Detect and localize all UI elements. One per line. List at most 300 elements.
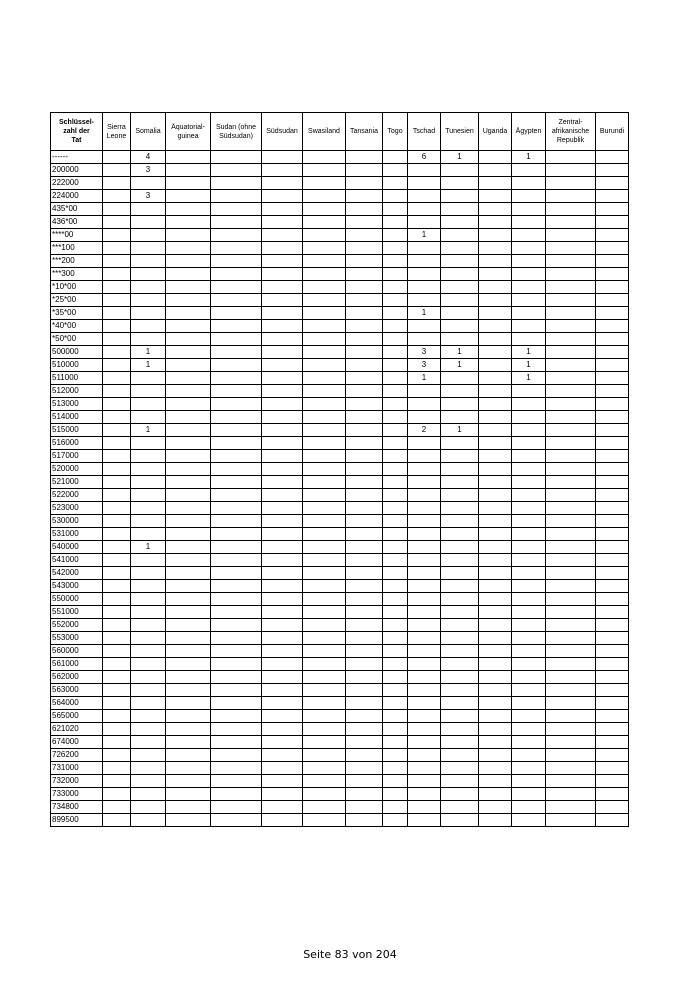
count-cell bbox=[512, 658, 546, 671]
offense-key-cell: 510000 bbox=[51, 359, 103, 372]
count-cell bbox=[596, 658, 629, 671]
count-cell bbox=[166, 697, 211, 710]
count-cell bbox=[103, 450, 131, 463]
count-cell bbox=[383, 515, 408, 528]
count-cell bbox=[383, 190, 408, 203]
count-cell bbox=[131, 801, 166, 814]
offense-key-cell: 734800 bbox=[51, 801, 103, 814]
count-cell bbox=[103, 593, 131, 606]
count-cell bbox=[303, 801, 346, 814]
count-cell bbox=[479, 385, 512, 398]
count-cell bbox=[512, 762, 546, 775]
offense-key-cell: 436*00 bbox=[51, 216, 103, 229]
count-cell bbox=[383, 216, 408, 229]
table-row bbox=[51, 528, 629, 541]
count-cell bbox=[383, 489, 408, 502]
count-cell: 3 bbox=[408, 359, 441, 372]
count-cell bbox=[383, 736, 408, 749]
count-cell bbox=[166, 255, 211, 268]
table-row bbox=[51, 294, 629, 307]
count-cell bbox=[346, 177, 383, 190]
count-cell bbox=[211, 164, 262, 177]
count-cell bbox=[262, 619, 303, 632]
count-cell bbox=[166, 294, 211, 307]
count-cell bbox=[546, 684, 596, 697]
count-cell bbox=[303, 554, 346, 567]
count-cell bbox=[211, 229, 262, 242]
count-cell bbox=[346, 229, 383, 242]
count-cell bbox=[408, 775, 441, 788]
count-cell: 1 bbox=[131, 424, 166, 437]
offense-key-cell: 530000 bbox=[51, 515, 103, 528]
count-cell: 1 bbox=[131, 541, 166, 554]
count-cell bbox=[131, 710, 166, 723]
count-cell bbox=[166, 229, 211, 242]
header-country: Zentral- afrikanische Republik bbox=[546, 113, 596, 151]
count-cell bbox=[512, 515, 546, 528]
count-cell bbox=[546, 658, 596, 671]
count-cell bbox=[211, 463, 262, 476]
count-cell bbox=[383, 476, 408, 489]
count-cell bbox=[131, 203, 166, 216]
offense-key-cell: 520000 bbox=[51, 463, 103, 476]
count-cell bbox=[546, 697, 596, 710]
count-cell: 1 bbox=[408, 307, 441, 320]
count-cell bbox=[303, 463, 346, 476]
count-cell bbox=[211, 554, 262, 567]
count-cell bbox=[211, 333, 262, 346]
count-cell bbox=[479, 580, 512, 593]
count-cell bbox=[166, 580, 211, 593]
table-row bbox=[51, 645, 629, 658]
offense-key-cell: ***100 bbox=[51, 242, 103, 255]
count-cell bbox=[512, 489, 546, 502]
count-cell bbox=[303, 411, 346, 424]
count-cell bbox=[166, 515, 211, 528]
count-cell bbox=[479, 255, 512, 268]
count-cell bbox=[596, 437, 629, 450]
count-cell bbox=[346, 580, 383, 593]
count-cell bbox=[166, 606, 211, 619]
count-cell bbox=[262, 294, 303, 307]
count-cell bbox=[262, 541, 303, 554]
count-cell bbox=[303, 606, 346, 619]
count-cell bbox=[596, 788, 629, 801]
count-cell bbox=[131, 762, 166, 775]
count-cell bbox=[303, 294, 346, 307]
count-cell bbox=[596, 736, 629, 749]
table-row bbox=[51, 346, 629, 359]
count-cell bbox=[596, 294, 629, 307]
table-row bbox=[51, 814, 629, 827]
count-cell bbox=[131, 723, 166, 736]
count-cell bbox=[303, 632, 346, 645]
count-cell bbox=[131, 489, 166, 502]
count-cell bbox=[346, 242, 383, 255]
count-cell bbox=[596, 528, 629, 541]
count-cell bbox=[346, 372, 383, 385]
count-cell bbox=[479, 749, 512, 762]
count-cell bbox=[408, 164, 441, 177]
count-cell bbox=[262, 242, 303, 255]
count-cell bbox=[479, 788, 512, 801]
count-cell bbox=[103, 736, 131, 749]
count-cell bbox=[346, 489, 383, 502]
count-cell bbox=[546, 749, 596, 762]
count-cell bbox=[596, 567, 629, 580]
count-cell bbox=[103, 697, 131, 710]
header-country: Somalia bbox=[131, 113, 166, 151]
count-cell bbox=[211, 398, 262, 411]
count-cell bbox=[103, 788, 131, 801]
count-cell bbox=[596, 151, 629, 164]
count-cell bbox=[596, 385, 629, 398]
count-cell bbox=[441, 814, 479, 827]
count-cell bbox=[346, 528, 383, 541]
count-cell bbox=[346, 658, 383, 671]
table-row bbox=[51, 775, 629, 788]
count-cell bbox=[262, 216, 303, 229]
count-cell bbox=[166, 554, 211, 567]
count-cell bbox=[512, 177, 546, 190]
count-cell bbox=[346, 307, 383, 320]
count-cell bbox=[211, 749, 262, 762]
count-cell bbox=[262, 775, 303, 788]
count-cell bbox=[546, 619, 596, 632]
count-cell bbox=[441, 489, 479, 502]
count-cell bbox=[166, 411, 211, 424]
count-cell bbox=[131, 294, 166, 307]
count-cell bbox=[262, 671, 303, 684]
count-cell bbox=[546, 801, 596, 814]
count-cell bbox=[131, 411, 166, 424]
offense-key-cell: 521000 bbox=[51, 476, 103, 489]
count-cell bbox=[512, 619, 546, 632]
count-cell bbox=[546, 762, 596, 775]
count-cell bbox=[346, 775, 383, 788]
count-cell bbox=[596, 775, 629, 788]
table-row bbox=[51, 606, 629, 619]
count-cell bbox=[479, 333, 512, 346]
count-cell bbox=[303, 216, 346, 229]
count-cell bbox=[383, 307, 408, 320]
offense-key-cell: 514000 bbox=[51, 411, 103, 424]
count-cell bbox=[346, 710, 383, 723]
count-cell bbox=[131, 684, 166, 697]
count-cell bbox=[441, 281, 479, 294]
count-cell bbox=[103, 411, 131, 424]
table-row bbox=[51, 788, 629, 801]
count-cell bbox=[546, 216, 596, 229]
count-cell bbox=[131, 775, 166, 788]
count-cell bbox=[262, 164, 303, 177]
count-cell bbox=[131, 736, 166, 749]
count-cell bbox=[546, 580, 596, 593]
count-cell bbox=[211, 359, 262, 372]
count-cell bbox=[408, 762, 441, 775]
table-row bbox=[51, 749, 629, 762]
count-cell bbox=[103, 346, 131, 359]
count-cell bbox=[262, 788, 303, 801]
count-cell bbox=[383, 268, 408, 281]
count-cell bbox=[166, 814, 211, 827]
offense-key-cell: *50*00 bbox=[51, 333, 103, 346]
count-cell bbox=[211, 580, 262, 593]
count-cell bbox=[211, 632, 262, 645]
offense-key-cell: 551000 bbox=[51, 606, 103, 619]
offense-key-cell: 523000 bbox=[51, 502, 103, 515]
table-row bbox=[51, 450, 629, 463]
count-cell bbox=[103, 398, 131, 411]
count-cell bbox=[479, 242, 512, 255]
count-cell bbox=[303, 476, 346, 489]
table-row bbox=[51, 580, 629, 593]
offense-key-cell: ***300 bbox=[51, 268, 103, 281]
count-cell bbox=[383, 333, 408, 346]
count-cell bbox=[596, 164, 629, 177]
offense-key-cell: ***200 bbox=[51, 255, 103, 268]
count-cell bbox=[546, 333, 596, 346]
count-cell bbox=[546, 489, 596, 502]
count-cell bbox=[546, 424, 596, 437]
count-cell bbox=[131, 528, 166, 541]
count-cell bbox=[131, 450, 166, 463]
count-cell bbox=[211, 541, 262, 554]
offense-key-cell: 513000 bbox=[51, 398, 103, 411]
count-cell bbox=[303, 723, 346, 736]
count-cell bbox=[166, 398, 211, 411]
count-cell bbox=[211, 307, 262, 320]
count-cell bbox=[441, 450, 479, 463]
count-cell bbox=[346, 476, 383, 489]
count-cell bbox=[131, 567, 166, 580]
count-cell bbox=[512, 749, 546, 762]
count-cell bbox=[596, 710, 629, 723]
table-row bbox=[51, 567, 629, 580]
count-cell bbox=[546, 372, 596, 385]
count-cell bbox=[303, 450, 346, 463]
count-cell bbox=[303, 346, 346, 359]
count-cell bbox=[479, 775, 512, 788]
table-row bbox=[51, 489, 629, 502]
count-cell bbox=[166, 203, 211, 216]
offense-key-cell: *25*00 bbox=[51, 294, 103, 307]
count-cell bbox=[441, 645, 479, 658]
count-cell bbox=[262, 814, 303, 827]
count-cell bbox=[441, 398, 479, 411]
count-cell bbox=[383, 801, 408, 814]
count-cell bbox=[211, 411, 262, 424]
count-cell bbox=[166, 632, 211, 645]
count-cell bbox=[262, 762, 303, 775]
count-cell bbox=[303, 502, 346, 515]
count-cell bbox=[262, 372, 303, 385]
table-row bbox=[51, 723, 629, 736]
count-cell bbox=[303, 177, 346, 190]
count-cell bbox=[383, 814, 408, 827]
count-cell bbox=[546, 177, 596, 190]
count-cell bbox=[303, 671, 346, 684]
count-cell: 1 bbox=[131, 346, 166, 359]
count-cell bbox=[383, 294, 408, 307]
count-cell bbox=[131, 619, 166, 632]
table-row bbox=[51, 632, 629, 645]
count-cell bbox=[383, 684, 408, 697]
count-cell bbox=[103, 814, 131, 827]
count-cell bbox=[479, 645, 512, 658]
count-cell bbox=[303, 424, 346, 437]
count-cell bbox=[512, 476, 546, 489]
count-cell bbox=[262, 801, 303, 814]
count-cell bbox=[346, 515, 383, 528]
count-cell bbox=[103, 632, 131, 645]
offense-key-cell: 733000 bbox=[51, 788, 103, 801]
count-cell bbox=[262, 684, 303, 697]
count-cell bbox=[262, 736, 303, 749]
table-row bbox=[51, 333, 629, 346]
count-cell bbox=[103, 775, 131, 788]
count-cell bbox=[383, 749, 408, 762]
count-cell bbox=[596, 723, 629, 736]
count-cell: 6 bbox=[408, 151, 441, 164]
count-cell bbox=[408, 541, 441, 554]
count-cell bbox=[131, 437, 166, 450]
count-cell bbox=[303, 190, 346, 203]
count-cell bbox=[546, 710, 596, 723]
count-cell bbox=[166, 281, 211, 294]
count-cell bbox=[262, 749, 303, 762]
header-country: Südsudan bbox=[262, 113, 303, 151]
count-cell bbox=[383, 281, 408, 294]
count-cell bbox=[408, 177, 441, 190]
count-cell bbox=[131, 502, 166, 515]
offense-key-cell: 542000 bbox=[51, 567, 103, 580]
count-cell bbox=[441, 255, 479, 268]
count-cell bbox=[346, 567, 383, 580]
count-cell bbox=[408, 450, 441, 463]
count-cell bbox=[383, 203, 408, 216]
count-cell bbox=[346, 736, 383, 749]
count-cell bbox=[596, 801, 629, 814]
count-cell bbox=[383, 346, 408, 359]
table-header-row bbox=[51, 113, 629, 151]
count-cell bbox=[596, 346, 629, 359]
count-cell bbox=[303, 372, 346, 385]
count-cell bbox=[512, 580, 546, 593]
count-cell bbox=[103, 671, 131, 684]
count-cell bbox=[546, 151, 596, 164]
offense-key-cell: 531000 bbox=[51, 528, 103, 541]
count-cell bbox=[262, 281, 303, 294]
count-cell bbox=[346, 346, 383, 359]
table-row bbox=[51, 437, 629, 450]
count-cell bbox=[346, 281, 383, 294]
count-cell bbox=[441, 385, 479, 398]
count-cell bbox=[166, 710, 211, 723]
count-cell bbox=[408, 788, 441, 801]
table-row bbox=[51, 255, 629, 268]
count-cell bbox=[166, 359, 211, 372]
count-cell bbox=[383, 710, 408, 723]
count-cell bbox=[103, 476, 131, 489]
count-cell bbox=[408, 333, 441, 346]
table-row bbox=[51, 268, 629, 281]
count-cell bbox=[346, 593, 383, 606]
count-cell bbox=[166, 476, 211, 489]
count-cell bbox=[103, 541, 131, 554]
count-cell bbox=[479, 762, 512, 775]
count-cell bbox=[546, 385, 596, 398]
count-cell bbox=[441, 606, 479, 619]
count-cell bbox=[479, 177, 512, 190]
count-cell bbox=[346, 502, 383, 515]
count-cell bbox=[441, 632, 479, 645]
count-cell: 1 bbox=[441, 424, 479, 437]
count-cell bbox=[131, 463, 166, 476]
count-cell bbox=[546, 814, 596, 827]
count-cell bbox=[211, 814, 262, 827]
count-cell bbox=[131, 333, 166, 346]
count-cell bbox=[131, 593, 166, 606]
count-cell bbox=[383, 645, 408, 658]
count-cell bbox=[408, 710, 441, 723]
count-cell bbox=[103, 307, 131, 320]
count-cell bbox=[303, 489, 346, 502]
count-cell bbox=[596, 684, 629, 697]
count-cell bbox=[512, 190, 546, 203]
count-cell bbox=[103, 385, 131, 398]
count-cell bbox=[479, 567, 512, 580]
header-country: Tschad bbox=[408, 113, 441, 151]
count-cell bbox=[346, 801, 383, 814]
count-cell bbox=[408, 801, 441, 814]
count-cell bbox=[262, 697, 303, 710]
count-cell bbox=[262, 229, 303, 242]
count-cell bbox=[408, 580, 441, 593]
count-cell bbox=[303, 203, 346, 216]
count-cell bbox=[596, 372, 629, 385]
count-cell bbox=[211, 255, 262, 268]
offense-key-cell: 560000 bbox=[51, 645, 103, 658]
count-cell bbox=[103, 437, 131, 450]
count-cell bbox=[262, 567, 303, 580]
offense-key-cell: 500000 bbox=[51, 346, 103, 359]
count-cell bbox=[512, 593, 546, 606]
count-cell bbox=[211, 515, 262, 528]
count-cell bbox=[131, 268, 166, 281]
count-cell bbox=[303, 528, 346, 541]
count-cell bbox=[441, 723, 479, 736]
count-cell bbox=[383, 762, 408, 775]
count-cell bbox=[303, 762, 346, 775]
count-cell bbox=[512, 528, 546, 541]
count-cell bbox=[211, 476, 262, 489]
count-cell bbox=[479, 606, 512, 619]
table-row bbox=[51, 424, 629, 437]
table-row bbox=[51, 203, 629, 216]
count-cell bbox=[262, 424, 303, 437]
count-cell bbox=[512, 307, 546, 320]
count-cell bbox=[546, 359, 596, 372]
count-cell bbox=[546, 281, 596, 294]
count-cell bbox=[546, 775, 596, 788]
count-cell bbox=[441, 749, 479, 762]
table-row bbox=[51, 502, 629, 515]
count-cell bbox=[166, 489, 211, 502]
count-cell bbox=[303, 281, 346, 294]
count-cell bbox=[479, 814, 512, 827]
count-cell bbox=[546, 528, 596, 541]
